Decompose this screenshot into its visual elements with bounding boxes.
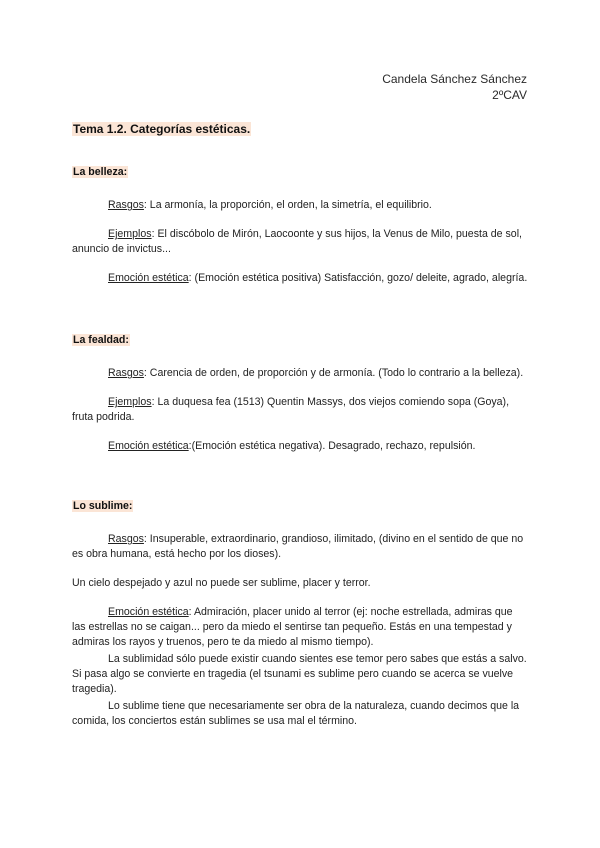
section-heading-sublime: Lo sublime: [73,500,133,512]
author-name: Candela Sánchez Sánchez [382,72,527,86]
ejemplos-text: : El discóbolo de Mirón, Laocoonte y sus hijos, la Venus de Milo, puesta de sol, anuncio de invictus... [72,228,522,255]
ejemplos-text: : La duquesa fea (1513) Quentin Massys, dos viejos comiendo sopa (Goya), fruta podrida. [72,396,510,423]
section-heading-fealdad: La fealdad: [73,334,129,346]
rasgos-label: Rasgos [108,199,144,211]
rasgos-text: : Carencia de orden, de proporción y de armonía. (Todo lo contrario a la belleza). [143,367,524,379]
fealdad-rasgos [72,366,528,381]
ejemplos-label: Ejemplos [108,228,152,240]
document-title-text: Tema 1.2. Categorías estéticas. [73,122,251,136]
sublime-emocion [72,605,528,650]
emocion-text: :(Emoción estética negativa). Desagrado, rechazo, repulsión. [188,440,476,452]
emocion-label: Emoción estética [108,272,189,284]
emocion-label: Emoción estética [108,606,189,618]
rasgos-text: : Insuperable, extraordinario, grandioso, ilimitado, (divino en el sentido de que no es obra humana, está hecho por los dioses). [72,533,524,560]
rasgos-label: Rasgos [108,367,144,379]
section-heading-belleza: La belleza: [73,166,128,178]
document-body [72,122,528,743]
rasgos-text: : La armonía, la proporción, el orden, la simetría, el equilibrio. [143,199,432,211]
author-course: 2ºCAV [492,88,527,102]
sublime-cielo: Un cielo despejado y azul no puede ser sublime, placer y terror. [72,577,371,589]
document-title [72,122,528,137]
belleza-emocion [72,271,528,286]
sublime-naturaleza: Lo sublime tiene que necesariamente ser obra de la naturaleza, cuando decimos que la comida, los conciertos están sublimes se usa mal el término. [72,700,520,727]
fealdad-ejemplos [72,395,528,425]
sublime-sublimidad: La sublimidad sólo puede existir cuando sientes ese temor pero sabes que estás a salvo. Si pasa algo se convierte en tragedia (el tsunami es sublime pero cuando se acerca se vuelve tragedia). [72,653,527,695]
belleza-ejemplos [72,227,528,257]
belleza-rasgos [72,198,528,213]
author-block [382,71,527,103]
emocion-text: : (Emoción estética positiva) Satisfacción, gozo/ deleite, agrado, alegría. [188,272,528,284]
sublime-rasgos [72,532,528,562]
fealdad-emocion [72,439,528,454]
emocion-label: Emoción estética [108,440,189,452]
ejemplos-label: Ejemplos [108,396,152,408]
rasgos-label: Rasgos [108,533,144,545]
emocion-text: : Admiración, placer unido al terror (ej: noche estrellada, admiras que las estrellas no se caigan... pero da miedo el sentirse tan pequeño. Estás en una tempestad y admiras los rayos y truenos, pero te da miedo al mismo tiempo). [72,606,513,648]
